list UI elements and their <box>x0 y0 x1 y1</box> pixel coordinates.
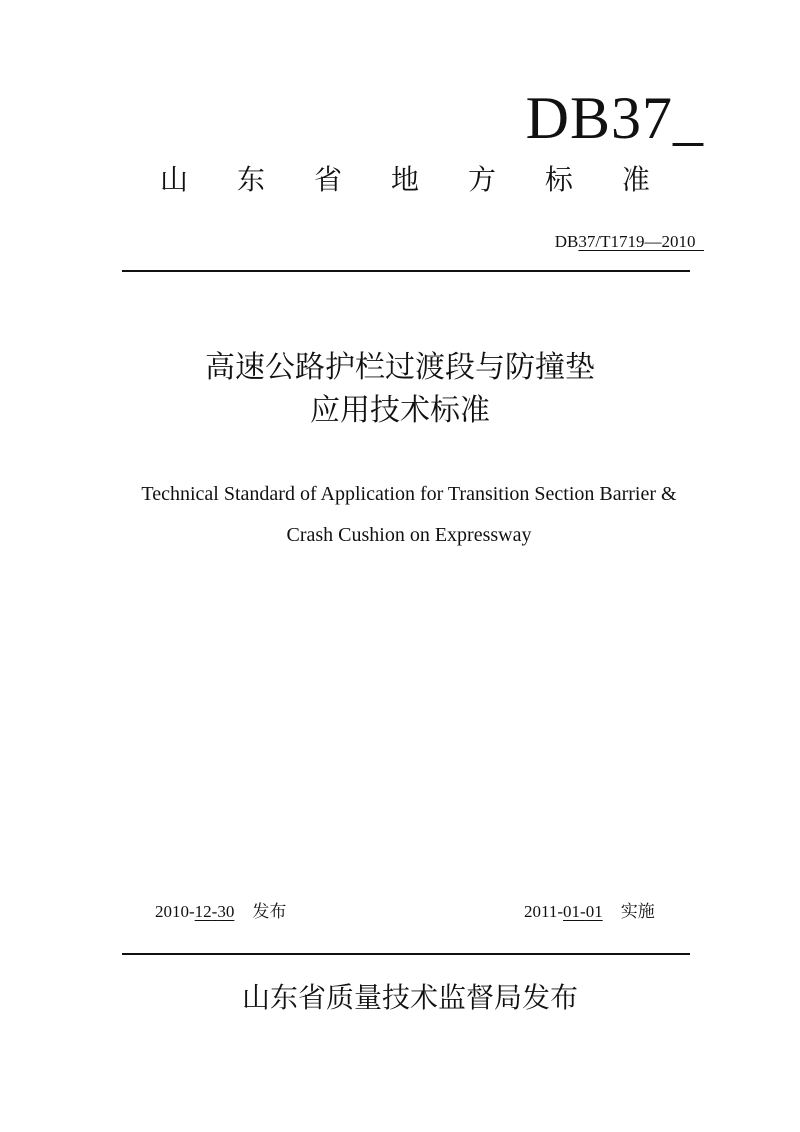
standard-number <box>555 228 704 256</box>
standard-number-suffix <box>696 232 705 251</box>
implement-month: 01 <box>563 902 581 921</box>
title-cn-line-2: 应用技术标准 <box>310 393 490 428</box>
publish-sep: - <box>211 902 218 921</box>
category-char: 方 <box>467 163 496 196</box>
implement-label: 实施 <box>620 902 655 922</box>
title-en-line-2: Crash Cushion on Expressway <box>286 524 532 546</box>
standard-code: DB37_ <box>525 85 704 151</box>
implement-date <box>524 898 655 926</box>
standard-category <box>160 158 650 202</box>
title-en-line-1: Technical Standard of Application for Transition Section Barrier & <box>141 483 677 505</box>
category-char: 省 <box>313 163 342 196</box>
implement-sep: - <box>580 902 586 921</box>
category-char: 地 <box>390 163 419 196</box>
category-char: 山 <box>160 163 189 196</box>
publish-date <box>155 898 286 926</box>
title-cn-line-1: 高速公路护栏过渡段与防撞垫 <box>205 350 595 385</box>
standard-number-prefix: DB <box>554 232 579 251</box>
implement-year: 2011- <box>524 902 564 921</box>
publish-year: 2010- <box>155 902 195 921</box>
bottom-divider <box>122 953 690 955</box>
category-char: 东 <box>236 163 265 196</box>
standard-number-body: 37/T1719—2010 <box>578 232 696 251</box>
top-divider <box>122 270 690 272</box>
issuing-authority: 山东省质量技术监督局发布 <box>241 981 578 1014</box>
category-char: 准 <box>621 163 650 196</box>
implement-day: 01 <box>585 902 603 921</box>
publish-label: 发布 <box>252 902 287 922</box>
publish-month: 12 <box>194 902 212 921</box>
category-char: 标 <box>544 163 573 196</box>
publish-day: 30 <box>217 902 235 921</box>
